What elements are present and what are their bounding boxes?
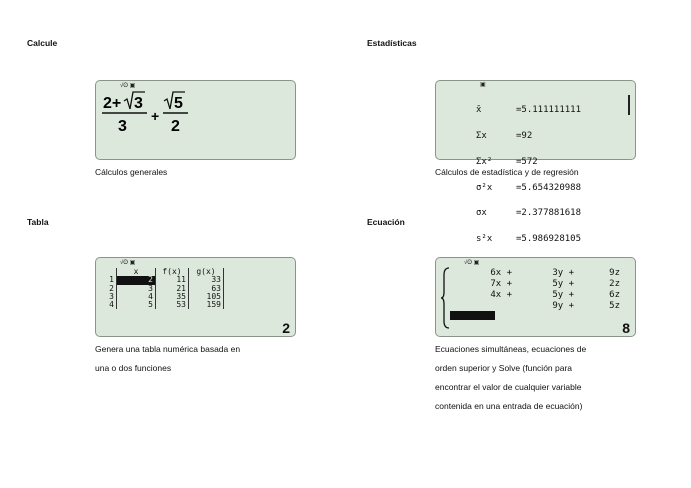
scrollbar[interactable] <box>628 95 630 115</box>
lcd-indicators: ▣ <box>480 82 486 88</box>
table-cell: 5 <box>117 301 156 309</box>
lcd-indicators: √ʘ ▣ <box>120 260 136 266</box>
stat-value: =5.986928105 <box>516 234 582 245</box>
caption-line: Cálculos de estadística y de regresión <box>435 167 579 177</box>
table-cell: 4 <box>109 300 114 310</box>
expr-rad1: 3 <box>134 95 143 112</box>
stat-label: σx <box>476 208 487 219</box>
lcd-indicators: √ʘ ▣ <box>120 83 136 89</box>
caption-line: Cálculos generales <box>95 167 168 177</box>
table-cell: 1 <box>109 275 114 285</box>
lcd-table-screen <box>95 257 296 337</box>
stat-value: =5.654320988 <box>516 182 582 193</box>
coef-y: 5y + <box>552 279 574 289</box>
coef-x-selected[interactable]: 8x + <box>490 301 512 311</box>
caption-line: orden superior y Solve (función para <box>435 363 573 373</box>
caption-stats <box>435 163 579 182</box>
coef-y: 5y + <box>552 290 574 300</box>
coef-x: 7x + <box>490 279 512 289</box>
stat-value: =2.377881618 <box>516 208 582 219</box>
coef-z: 5z <box>609 301 620 311</box>
equation-row <box>450 279 620 290</box>
stat-value: =92 <box>516 130 533 141</box>
heading-tabla: Tabla <box>27 217 49 227</box>
stat-label: Σx <box>476 130 487 141</box>
stat-label: σ²x <box>476 182 493 193</box>
stat-label: s²x <box>476 234 493 245</box>
caption-calc <box>95 163 167 182</box>
expr-den1: 3 <box>118 118 127 135</box>
caption-line: Genera una tabla numérica basada en <box>95 344 241 354</box>
table-cell: 35 <box>156 293 189 301</box>
table-row <box>106 293 224 301</box>
table-row <box>106 276 224 284</box>
coef-y: 9y + <box>552 301 574 311</box>
table-cell: 105 <box>189 293 224 301</box>
table-cell: 3 <box>109 291 114 301</box>
caption-line: Ecuaciones simultáneas, ecuaciones de <box>435 344 587 354</box>
stat-label: x̄ <box>476 105 482 116</box>
table-cell: 53 <box>156 301 189 309</box>
coef-z: 6z <box>609 290 620 300</box>
table-row <box>106 285 224 293</box>
table-cell: 63 <box>189 285 224 293</box>
table-cell: 3 <box>117 285 156 293</box>
lcd-equation-screen <box>435 257 636 337</box>
caption-line: contenida en una entrada de ecuación) <box>435 401 583 411</box>
coef-x: 6x + <box>490 268 512 278</box>
stat-value: =5.111111111 <box>516 105 582 116</box>
stat-value: =572 <box>516 156 538 167</box>
cursor-value-display: 8 <box>622 320 630 336</box>
table-header: x <box>117 268 156 276</box>
table-row <box>106 301 224 309</box>
table-cell: 21 <box>156 285 189 293</box>
table-cell-selected[interactable]: 2 <box>117 276 156 284</box>
table-header-row <box>106 268 224 276</box>
coef-y: 3y + <box>552 268 574 278</box>
caption-equation <box>435 340 586 416</box>
expr-den2: 2 <box>171 118 180 135</box>
table-cell: 4 <box>117 293 156 301</box>
table-header: g(x) <box>189 268 224 276</box>
heading-calcule: Calcule <box>27 38 58 48</box>
coef-x: 4x + <box>490 290 512 300</box>
table-header: f(x) <box>156 268 189 276</box>
equation-grid <box>450 268 620 312</box>
caption-line: encontrar el valor de cualquier variable <box>435 382 582 392</box>
equation-row <box>450 268 620 279</box>
table-cell: 11 <box>156 276 189 284</box>
caption-table <box>95 340 240 378</box>
selected-cell-highlight[interactable] <box>450 311 495 320</box>
cursor-value-display: 2 <box>282 320 290 336</box>
table-cell: 159 <box>189 301 224 309</box>
lcd-calc-screen <box>95 80 296 160</box>
coef-z: 9z <box>609 268 620 278</box>
expr-lead: 2+ <box>103 95 122 112</box>
expr-rad2: 5 <box>174 95 183 112</box>
table-cell: 33 <box>189 276 224 284</box>
lcd-indicators: √ʘ ▣ <box>464 260 480 266</box>
expr-plus: + <box>151 108 160 124</box>
caption-line: una o dos funciones <box>95 363 172 373</box>
function-table <box>106 268 224 309</box>
fraction-expression <box>101 89 211 139</box>
coef-z: 2z <box>609 279 620 289</box>
table-cell: 2 <box>109 283 114 293</box>
stat-label: Σx² <box>476 156 493 167</box>
equation-row <box>450 290 620 301</box>
heading-ecuacion: Ecuación <box>367 217 405 227</box>
equation-row <box>450 301 620 312</box>
heading-estadisticas: Estadísticas <box>367 38 417 48</box>
